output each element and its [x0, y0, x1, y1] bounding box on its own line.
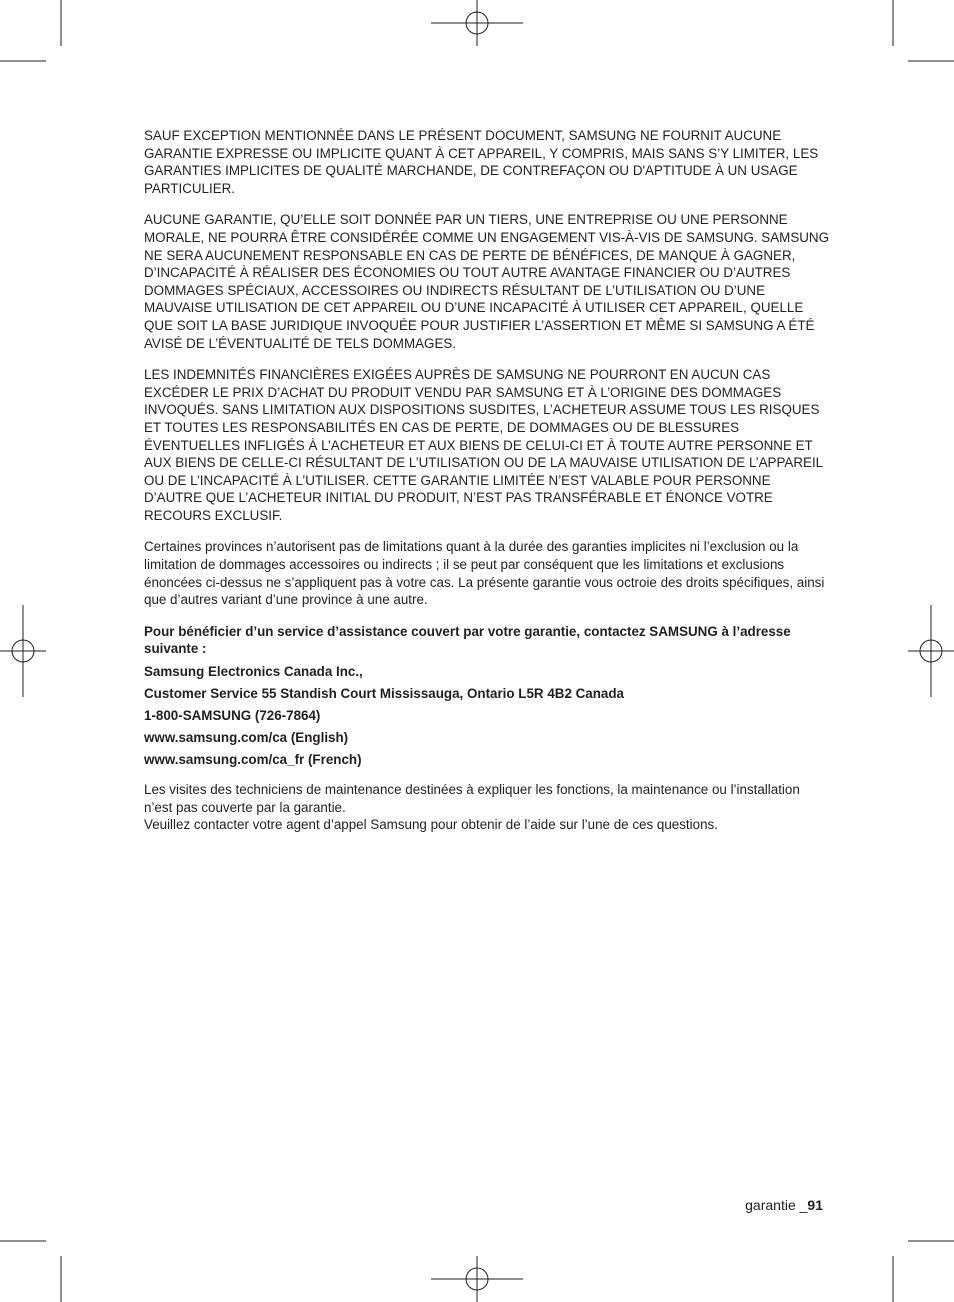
- contact-intro: Pour bénéficier d’un service d’assistance couvert par votre garantie, contactez SAMSUNG à l’adresse suivante :: [144, 623, 791, 657]
- closing-note-line: Veuillez contacter votre agent d’appel Samsung pour obtenir de l’aide sur l’une de ces questions.: [144, 817, 718, 833]
- warranty-paragraph: LES INDEMNITÉS FINANCIÈRES EXIGÉES AUPRÈS DE SAMSUNG NE POURRONT EN AUCUN CAS EXCÉDER LE PRIX D’ACHAT DU PRODUIT VENDU PAR SAMSUNG ET À L’ORIGINE DES DOMMAGES INVOQUÉS. SANS LIMITATION AUX DISPOSITIONS SUSDITES, L’ACHETEUR ASSUME TOUS LES RISQUES ET TOUTES LES RESPONSABILITÉS EN CAS DE PERTE, DE DOMMAGES OU DE BLESSURES ÉVENTUELLES INFLIGÉS À L’ACHETEUR ET AUX BIENS DE CELUI-CI ET À TOUTE AUTRE PERSONNE ET AUX BIENS DE CELLE-CI RÉSULTANT DE L’UTILISATION OU DE LA MAUVAISE UTILISATION DE L’APPAREIL OU DE L’INCAPACITÉ À L’UTILISER. CETTE GARANTIE LIMITÉE N’EST VALABLE POUR PERSONNE D’AUTRE QUE L’ACHETEUR INITIAL DU PRODUIT, N’EST PAS TRANSFÉRABLE ET ÉNONCE VOTRE RECOURS EXCLUSIF.: [144, 367, 823, 523]
- warranty-paragraph: Certaines provinces n’autorisent pas de limitations quant à la durée des garanties implicites ni l’exclusion ou la limitation de dommages accessoires ou indirects ; il se peut par conséquent que les limitations et exclusions énoncées ci-dessus ne s’appliquent pas à votre cas. La présente garantie vous octroie des droits spécifiques, ainsi que d’autres variant d’une province à une autre.: [144, 539, 825, 608]
- registration-mark-right: [908, 605, 954, 697]
- contact-company: Samsung Electronics Canada Inc.,: [144, 664, 363, 680]
- contact-website-french: www.samsung.com/ca_fr (French): [144, 752, 362, 768]
- warranty-text-body: [144, 127, 829, 834]
- registration-mark-left: [0, 605, 46, 697]
- warranty-paragraph: AUCUNE GARANTIE, QU’ELLE SOIT DONNÉE PAR UN TIERS, UNE ENTREPRISE OU UNE PERSONNE MORALE, NE POURRA ÊTRE CONSIDÉRÉE COMME UN ENGAGEMENT VIS-À-VIS DE SAMSUNG. SAMSUNG NE SERA AUCUNEMENT RESPONSABLE EN CAS DE PERTE DE BÉNÉFICES, DE MANQUE À GAGNER, D’INCAPACITÉ À RÉALISER DES ÉCONOMIES OU TOUT AUTRE AVANTAGE FINANCIER OU D’AUTRES DOMMAGES SPÉCIAUX, ACCESSOIRES OU INDIRECTS RÉSULTANT DE L’UTILISATION OU D’UNE MAUVAISE UTILISATION DE CET APPAREIL OU D’UNE INCAPACITÉ À UTILISER CET APPAREIL, QUELLE QUE SOIT LA BASE JURIDIQUE INVOQUÉE POUR JUSTIFIER L’ASSERTION ET MÊME SI SAMSUNG A ÉTÉ AVISÉ DE L’ÉVENTUALITÉ DE TELS DOMMAGES.: [144, 212, 830, 351]
- registration-mark-bottom: [431, 1256, 523, 1302]
- contact-website-english: www.samsung.com/ca (English): [144, 730, 349, 746]
- contact-phone: 1-800-SAMSUNG (726-7864): [144, 708, 321, 724]
- closing-note: [144, 781, 829, 834]
- warranty-paragraph: SAUF EXCEPTION MENTIONNÉE DANS LE PRÉSENT DOCUMENT, SAMSUNG NE FOURNIT AUCUNE GARANTIE EXPRESSE OU IMPLICITE QUANT À CET APPAREIL, Y COMPRIS, MAIS SANS S’Y LIMITER, LES GARANTIES IMPLICITES DE QUALITÉ MARCHANDE, DE CONTREFAÇON OU D'APTITUDE À UN USAGE PARTICULIER.: [144, 128, 819, 196]
- page-footer: [745, 1197, 823, 1213]
- contact-address: Customer Service 55 Standish Court Mississauga, Ontario L5R 4B2 Canada: [144, 686, 624, 702]
- page-number: 91: [807, 1197, 823, 1213]
- footer-section-label: garantie _: [745, 1197, 808, 1213]
- registration-mark-top: [431, 0, 523, 46]
- closing-note-line: Les visites des techniciens de maintenance destinées à expliquer les fonctions, la maintenance ou l’installation n’est pas couverte par la garantie.: [144, 782, 800, 815]
